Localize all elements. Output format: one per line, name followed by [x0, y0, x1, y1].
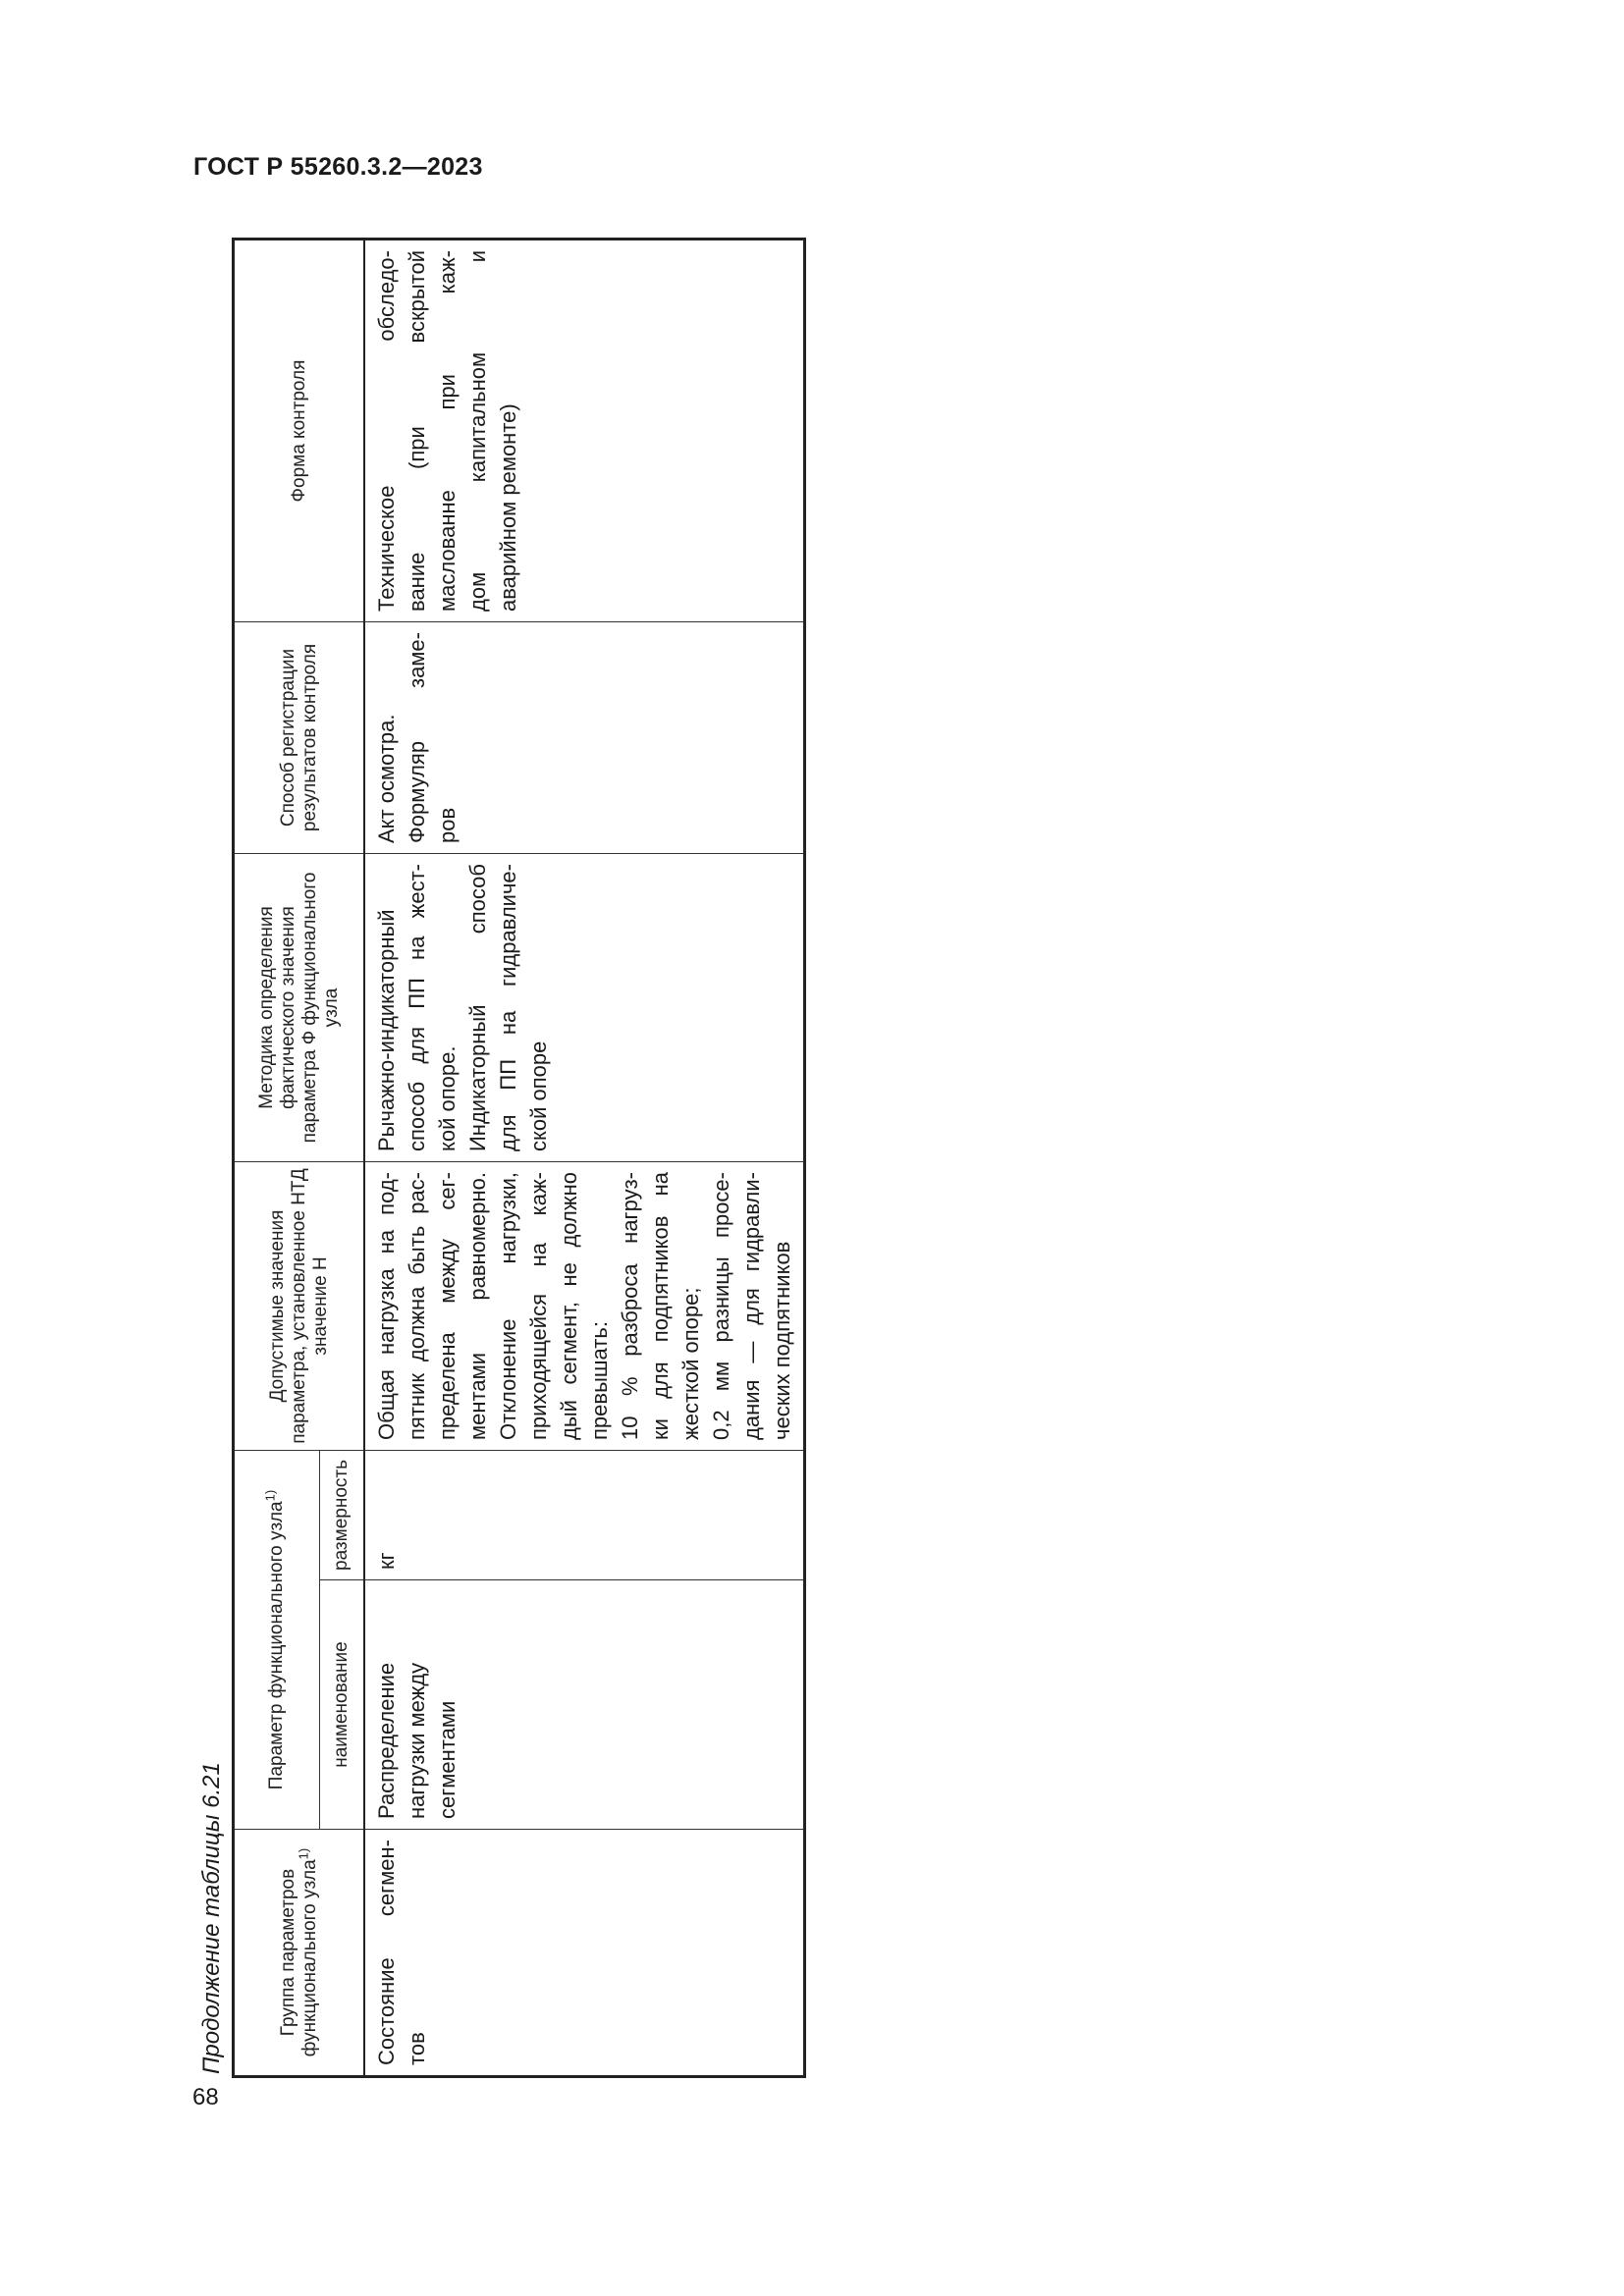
header-parameter-name: наименование [320, 1580, 365, 1830]
header-allowed-values: Допустимые значения параметра, установленное НТД значение Н [234, 1162, 365, 1451]
header-group: Группа параметров функционального узла$^{1)}$ [234, 1830, 365, 2077]
cell-method: Рычажно-индикаторный способ для ПП на жест- кой опоре. Индикаторный способ для ПП на гидравличе- ской опоре [364, 854, 805, 1162]
rotated-table-block [194, 233, 794, 2078]
header-parameter-unit: размерность [320, 1451, 365, 1580]
table-caption: Продолжение таблицы 6.21 [198, 1762, 225, 2074]
header-control-form: Форма контроля [234, 240, 365, 622]
header-parameter: Параметр функционального узла$^{1)}$ [234, 1451, 320, 1830]
page-number: 68 [192, 2084, 219, 2110]
cell-registration: Акт осмотра. Формуляр заме- ров [364, 622, 805, 854]
cell-control-form: Техническое обследо- вание (при вскрытой маслованне при каж- дом капитальном и аварийном ремонте) [364, 240, 805, 622]
header-method: Методика определения фактического значения параметра Ф функционального узла [234, 854, 365, 1162]
table-row [364, 240, 805, 2077]
cell-parameter-name: Распределение нагрузки между сегментами [364, 1580, 805, 1830]
cell-group: Состояние сегмен- тов [364, 1830, 805, 2077]
header-registration: Способ регистрации результатов контроля [234, 622, 365, 854]
cell-allowed-values: Общая нагрузка на под- пятник должна быть рас- пределена между сег- ментами равномерно. Отклонение нагрузки, приходящейся на каж- дый сегмент, не должно превышать: 10 % разброса нагруз- ки для подпятников на жесткой опоре; 0,2 мм разницы просе- дания — для гидравли- ческих подпятников [364, 1162, 805, 1451]
cell-parameter-unit: кг [364, 1451, 805, 1580]
parameters-table [232, 238, 806, 2078]
document-code: ГОСТ Р 55260.3.2—2023 [193, 153, 483, 181]
